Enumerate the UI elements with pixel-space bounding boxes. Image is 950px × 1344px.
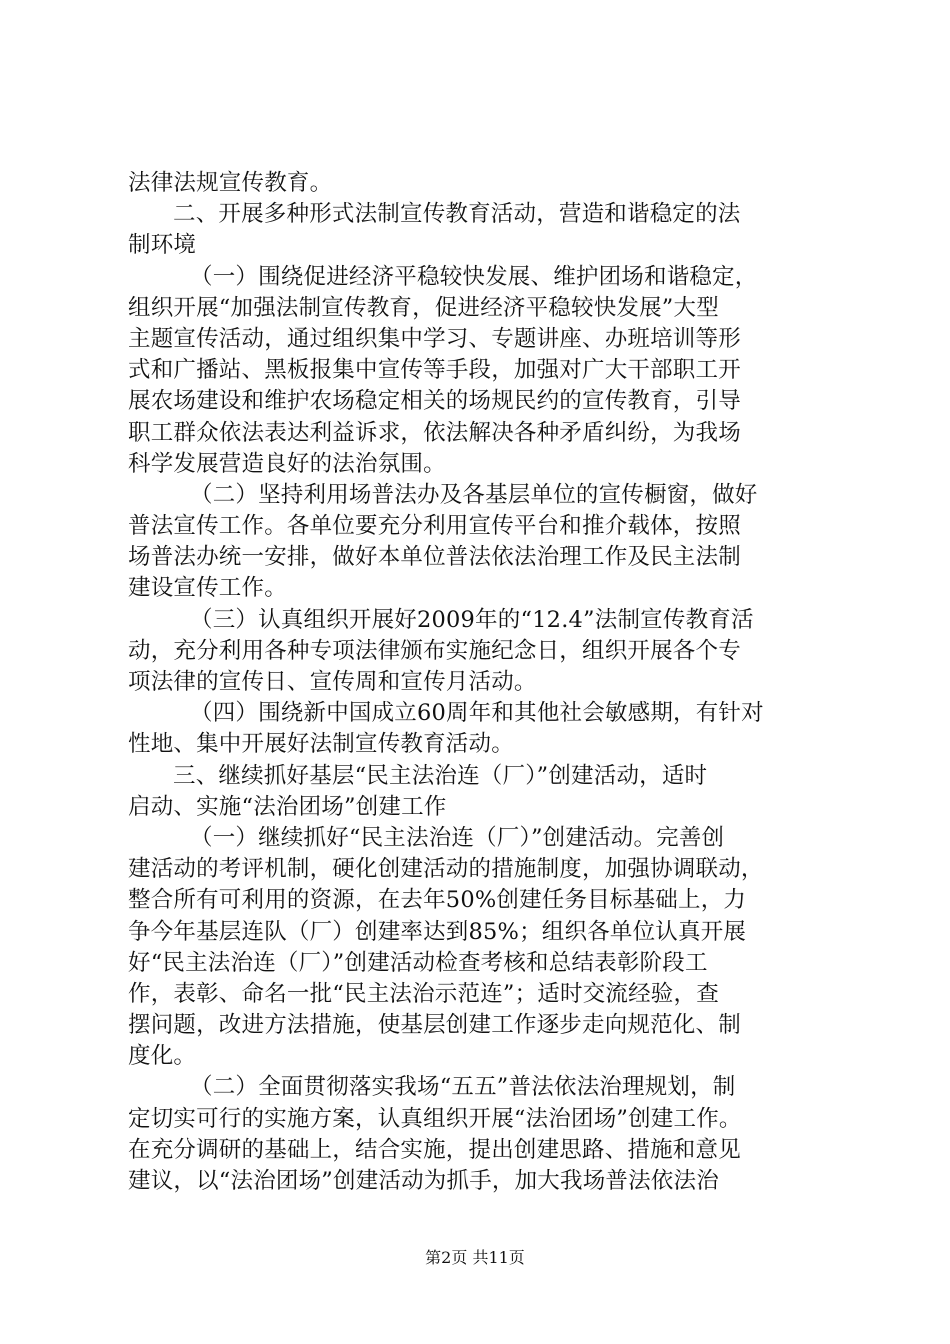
text-line: （二）全面贯彻落实我场“五五”普法依法治理规划，制 <box>190 1074 736 1101</box>
text-line: 争今年基层连队（厂）创建率达到85%；组织各单位认真开展 <box>128 918 747 945</box>
text-line: 度化。 <box>128 1043 197 1070</box>
text-line: 展农场建设和维护农场稳定相关的场规民约的宣传教育，引导 <box>128 388 741 415</box>
text-line: 整合所有可利用的资源，在去年50%创建任务目标基础上，力 <box>128 887 747 914</box>
text-line: 定切实可行的实施方案，认真组织开展“法治团场”创建工作。 <box>128 1105 742 1132</box>
text-line: 法律法规宣传教育。 <box>128 170 333 196</box>
document-body <box>128 168 833 1197</box>
text-line: 作，表彰、命名一批“民主法治示范连”；适时交流经验，查 <box>128 980 719 1007</box>
section-heading-line: 二、开展多种形式法制宣传教育活动，营造和谐稳定的法 <box>173 201 741 228</box>
text-line: 主题宣传活动，通过组织集中学习、专题讲座、办班培训等形 <box>128 325 741 352</box>
text-line: （三）认真组织开展好2009年的“12.4”法制宣传教育活 <box>190 606 754 633</box>
text-line: 建设宣传工作。 <box>128 575 287 602</box>
text-line: 场普法办统一安排，做好本单位普法依法治理工作及民主法制 <box>128 544 741 571</box>
text-line: 式和广播站、黑板报集中宣传等手段，加强对广大干部职工开 <box>128 357 741 384</box>
text-line: （四）围绕新中国成立60周年和其他社会敏感期，有针对 <box>190 700 764 727</box>
text-line: 普法宣传工作。各单位要充分利用宣传平台和推介载体，按照 <box>128 513 741 540</box>
text-line: （一）继续抓好“民主法治连（厂）”创建活动。完善创 <box>190 824 725 851</box>
text-line: 摆问题，改进方法措施，使基层创建工作逐步走向规范化、制 <box>128 1012 741 1039</box>
text-line: （一）围绕促进经济平稳较快发展、维护团场和谐稳定， <box>190 263 758 290</box>
page-number-footer: 第2页 共11页 <box>425 1248 525 1267</box>
text-line: 组织开展“加强法制宣传教育，促进经济平稳较快发展”大型 <box>128 294 719 321</box>
text-line: 科学发展营造良好的法治氛围。 <box>128 450 446 477</box>
text-line: 好“民主法治连（厂）”创建活动检查考核和总结表彰阶段工 <box>128 949 708 976</box>
section-heading-line: 启动、实施“法治团场”创建工作 <box>128 793 447 820</box>
text-line: 在充分调研的基础上，结合实施，提出创建思路、措施和意见 <box>128 1136 741 1163</box>
section-heading-line: 制环境 <box>128 232 197 259</box>
section-heading-line: 三、继续抓好基层“民主法治连（厂）”创建活动，适时 <box>173 762 708 789</box>
text-line: 项法律的宣传日、宣传周和宣传月活动。 <box>128 669 537 695</box>
text-line: 建活动的考评机制，硬化创建活动的措施制度，加强协调联动， <box>128 856 764 883</box>
text-line: 建议，以“法治团场”创建活动为抓手，加大我场普法依法治 <box>128 1168 719 1194</box>
text-line: 动，充分利用各种专项法律颁布实施纪念日，组织开展各个专 <box>128 637 741 664</box>
text-line: （二）坚持利用场普法办及各基层单位的宣传橱窗，做好 <box>190 481 758 508</box>
text-line: 性地、集中开展好法制宣传教育活动。 <box>128 731 514 758</box>
text-line: 职工群众依法表达利益诉求，依法解决各种矛盾纠纷，为我场 <box>128 419 741 446</box>
